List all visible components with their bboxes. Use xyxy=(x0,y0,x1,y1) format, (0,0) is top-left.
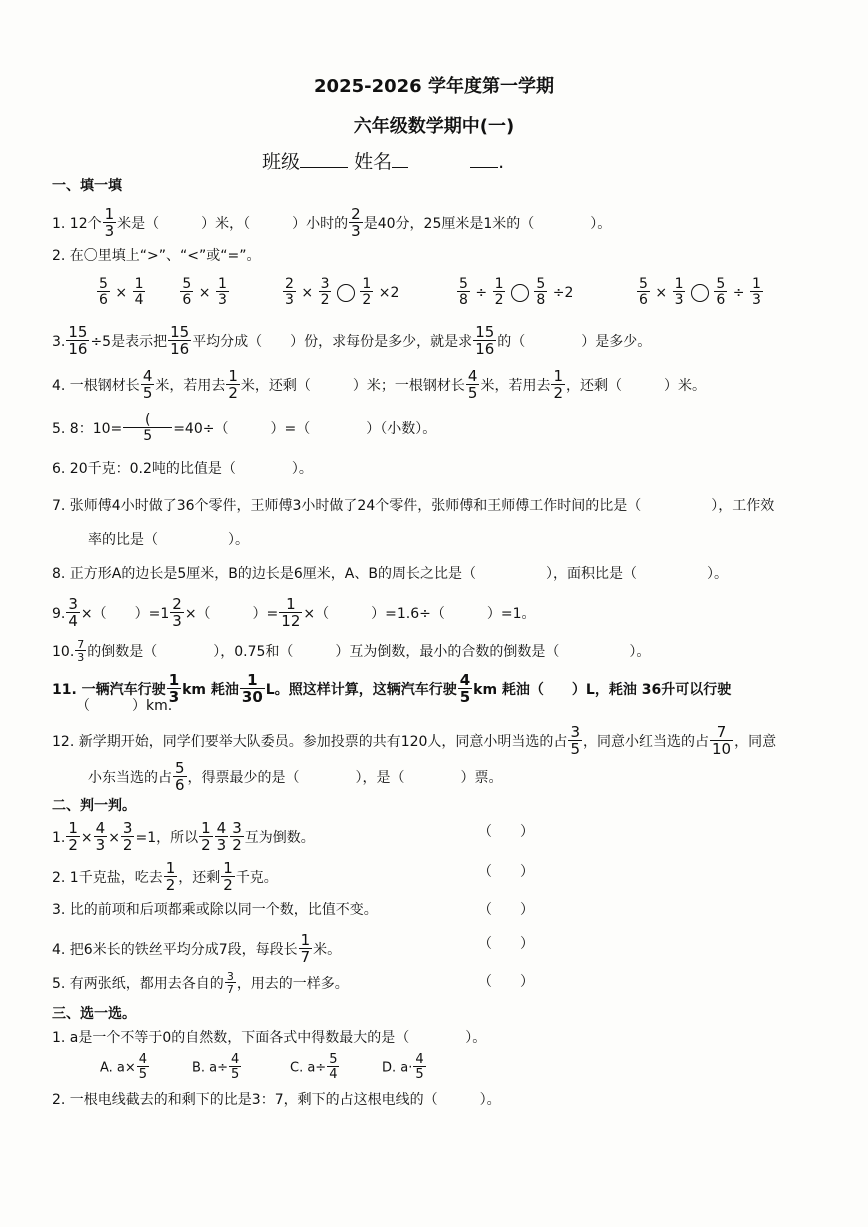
judge-5: 5. 有两张纸，都用去各自的 $\frac{3}{7}$ ，用去的一样多。 xyxy=(52,970,349,996)
fraction: $\frac{3}{2}$ xyxy=(232,819,242,854)
choose-1-option-d[interactable]: D. a· $\frac{4}{5}$ xyxy=(382,1052,424,1082)
fraction: $\frac{2}{3}$ xyxy=(172,595,182,630)
name-blank-2 xyxy=(470,167,498,168)
question-5: 5. 8：10= ( 5 =40÷（ ）=（ ）（小数）。 xyxy=(52,412,437,444)
fraction: $\frac{1}{2}$ xyxy=(494,276,504,308)
question-12-line-1: 12. 新学期开始，同学们要举大队委员。参加投票的共有120人，同意小明当选的占 $\frac{3}{5}$ ，同意小红当选的占 $\frac{7}{10}$ ，同意 xyxy=(52,723,777,758)
compare-circle[interactable] xyxy=(337,284,355,302)
fraction: $\frac{1}{2}$ xyxy=(362,276,372,308)
fraction: $\frac{1}{2}$ xyxy=(553,367,563,402)
fraction: $\frac{1}{7}$ xyxy=(300,931,311,966)
fraction: $\frac{5}{6}$ xyxy=(639,276,648,308)
fraction: $\frac{15}{16}$ xyxy=(475,323,495,358)
fraction: $\frac{1}{3}$ xyxy=(751,276,761,308)
fraction: $\frac{4}{5}$ xyxy=(467,367,478,402)
fraction: $\frac{7}{10}$ xyxy=(711,723,732,758)
fraction: $\frac{3}{4}$ xyxy=(68,595,78,630)
judge-3: 3. 比的前项和后项都乘或除以同一个数，比值不变。 xyxy=(52,902,378,918)
fraction: $\frac{5}{8}$ xyxy=(536,276,546,308)
fraction: $\frac{4}{5}$ xyxy=(459,671,471,706)
question-3: 3. $\frac{15}{16}$ ÷5是表示把 $\frac{15}{16}$ 平均分成（ ）份，求每份是多少，就是求 $\frac{15}{16}$ 的（ ）是多少。 xyxy=(52,323,652,358)
question-7-line-1: 7. 张师傅4小时做了36个零件，王师傅3小时做了24个零件，张师傅和王师傅工作时间的比是（ ），工作效 xyxy=(52,498,775,514)
question-10: 10. $\frac{7}{3}$ 的倒数是（ ），0.75和（ ）互为倒数，最小的合数的倒数是（ ）。 xyxy=(52,638,651,664)
choose-1: 1. a是一个不等于0的自然数，下面各式中得数最大的是（ ）。 xyxy=(52,1030,487,1046)
fraction: $\frac{1}{30}$ xyxy=(241,671,263,706)
fraction: $\frac{3}{2}$ xyxy=(320,276,330,308)
name-label: 姓名 xyxy=(354,151,393,173)
fraction: $\frac{1}{12}$ xyxy=(281,595,301,630)
judge-1: 1. $\frac{1}{2}$ × $\frac{4}{3}$ × $\frac{3}{2}$ =1，所以 $\frac{1}{2}$ $\frac{4}{3}$ $\frac{3}{2}$ 互为倒数。 xyxy=(52,819,315,854)
fraction: $\frac{5}{6}$ xyxy=(99,276,108,308)
name-blank xyxy=(392,167,408,168)
question-8: 8. 正方形A的边长是5厘米，B的边长是6厘米，A、B的周长之比是（ ），面积比是（ ）。 xyxy=(52,566,728,582)
fraction: $\frac{1}{3}$ xyxy=(168,671,180,706)
fraction: $\frac{15}{16}$ xyxy=(68,323,88,358)
choose-1-option-b[interactable]: B. a÷ $\frac{4}{5}$ xyxy=(192,1052,240,1082)
fraction: $\frac{1}{2}$ xyxy=(223,859,233,894)
question-6: 6. 20千克：0.2吨的比值是（ ）。 xyxy=(52,461,313,477)
fraction: $\frac{4}{3}$ xyxy=(95,819,106,854)
fraction: $\frac{4}{5}$ xyxy=(138,1052,148,1082)
question-2: 2. 在〇里填上“>”、“<”或“=”。 xyxy=(52,248,261,264)
fraction: $\frac{3}{5}$ xyxy=(570,723,580,758)
exam-term-title: 2025-2026 学年度第一学期 xyxy=(314,76,554,97)
fraction: $\frac{5}{8}$ xyxy=(459,276,468,308)
fraction: $\frac{7}{3}$ xyxy=(77,638,85,664)
question-4: 4. 一根钢材长 $\frac{4}{5}$ 米，若用去 $\frac{1}{2}$ 米，还剩（ ）米；一根钢材长 $\frac{4}{5}$ 米，若用去 $\frac{1}{2}$ ，还剩（ ）米。 xyxy=(52,367,706,402)
end-mark: . xyxy=(498,151,505,173)
compare-circle[interactable] xyxy=(511,284,529,302)
fraction: $\frac{4}{5}$ xyxy=(142,367,153,402)
fraction: $\frac{5}{6}$ xyxy=(182,276,192,308)
fraction: $\frac{1}{2}$ xyxy=(201,819,211,854)
compare-item-3: $\frac{5}{8}$ ÷ $\frac{1}{2}$ $\frac{5}{8}$ ÷2 xyxy=(459,276,574,308)
section-judge: 二、判一判。 xyxy=(52,798,136,814)
compare-circle[interactable] xyxy=(691,284,709,302)
compare-item-1: $\frac{5}{6}$ × $\frac{1}{4}$ $\frac{5}{6}$ × $\frac{1}{3}$ xyxy=(99,276,227,308)
q1-text-c: 是40分，25厘米是1米的（ ）。 xyxy=(363,216,612,232)
compare-item-2: $\frac{2}{3}$ × $\frac{3}{2}$ $\frac{1}{2}$ ×2 xyxy=(285,276,400,308)
section-fill: 一、填一填 xyxy=(52,178,122,194)
choose-2: 2. 一根电线截去的和剩下的比是3：7，剩下的占这根电线的（ ）。 xyxy=(52,1092,501,1108)
judge-2-answer[interactable]: （ ） xyxy=(478,864,534,880)
question-12-line-2: 小东当选的占 $\frac{5}{6}$ ，得票最少的是（ ），是（ ）票。 xyxy=(88,759,503,794)
fraction: $\frac{5}{4}$ xyxy=(329,1052,338,1082)
q1-text-a: 1. 12个 xyxy=(52,216,102,232)
fraction: $\frac{2}{3}$ xyxy=(285,276,294,308)
question-11-line-2: （ ）km. xyxy=(76,698,173,714)
fraction: $\frac{4}{5}$ xyxy=(415,1052,424,1082)
fraction: $\frac{5}{6}$ xyxy=(716,276,726,308)
class-label: 班级 xyxy=(262,151,301,173)
judge-1-answer[interactable]: （ ） xyxy=(478,824,534,840)
class-blank xyxy=(300,167,348,168)
judge-2: 2. 1千克盐，吃去 $\frac{1}{2}$ ，还剩 $\frac{1}{2}$ 千克。 xyxy=(52,859,278,894)
fraction: $\frac{1}{2}$ xyxy=(68,819,78,854)
section-choose: 三、选一选。 xyxy=(52,1006,136,1022)
question-11: 11. 一辆汽车行驶 $\frac{1}{3}$ km 耗油 $\frac{1}{30}$ L。照这样计算，这辆汽车行驶 $\frac{4}{5}$ km 耗油（ ）L，耗油 36升可以行驶 xyxy=(52,671,732,706)
fraction: $\frac{1}{4}$ xyxy=(134,276,144,308)
fraction: $\frac{15}{16}$ xyxy=(170,323,190,358)
fraction: $\frac{3}{2}$ xyxy=(122,819,133,854)
fraction: $\frac{1}{3}$ xyxy=(217,276,227,308)
fraction: $\frac{4}{5}$ xyxy=(231,1052,240,1082)
question-1 xyxy=(52,205,612,240)
judge-4-answer[interactable]: （ ） xyxy=(478,936,534,952)
fraction: $\frac{4}{3}$ xyxy=(216,819,227,854)
choose-1-option-a[interactable]: A. a× $\frac{4}{5}$ xyxy=(100,1052,148,1082)
fraction: $\frac{3}{7}$ xyxy=(226,970,234,996)
choose-1-option-c[interactable]: C. a÷ $\frac{5}{4}$ xyxy=(290,1052,338,1082)
exam-name-title: 六年级数学期中(一) xyxy=(353,116,515,137)
q1-text-b: 米是（ ）米，（ ）小时的 xyxy=(117,216,349,232)
compare-item-4: $\frac{5}{6}$ × $\frac{1}{3}$ $\frac{5}{6}$ ÷ $\frac{1}{3}$ xyxy=(639,276,761,308)
fraction: $\frac{5}{6}$ xyxy=(175,759,185,794)
fraction: $\frac{2}{3}$ xyxy=(351,205,361,240)
fraction: $\frac{1}{2}$ xyxy=(165,859,176,894)
fraction: $\frac{1}{3}$ xyxy=(104,205,115,240)
fraction: $\frac{1}{2}$ xyxy=(228,367,238,402)
fraction: $\frac{1}{3}$ xyxy=(674,276,684,308)
judge-4: 4. 把6米长的铁丝平均分成7段，每段长 $\frac{1}{7}$ 米。 xyxy=(52,931,342,966)
fraction-blank: ( 5 xyxy=(123,413,172,443)
judge-3-answer[interactable]: （ ） xyxy=(478,902,534,918)
student-info-line xyxy=(262,150,504,174)
judge-5-answer[interactable]: （ ） xyxy=(478,974,534,990)
question-9: 9. $\frac{3}{4}$ ×（ ）=1 $\frac{2}{3}$ ×（ ）= $\frac{1}{12}$ ×（ ）=1.6÷（ ）=1。 xyxy=(52,595,536,630)
question-7-line-2: 率的比是（ ）。 xyxy=(88,532,249,548)
